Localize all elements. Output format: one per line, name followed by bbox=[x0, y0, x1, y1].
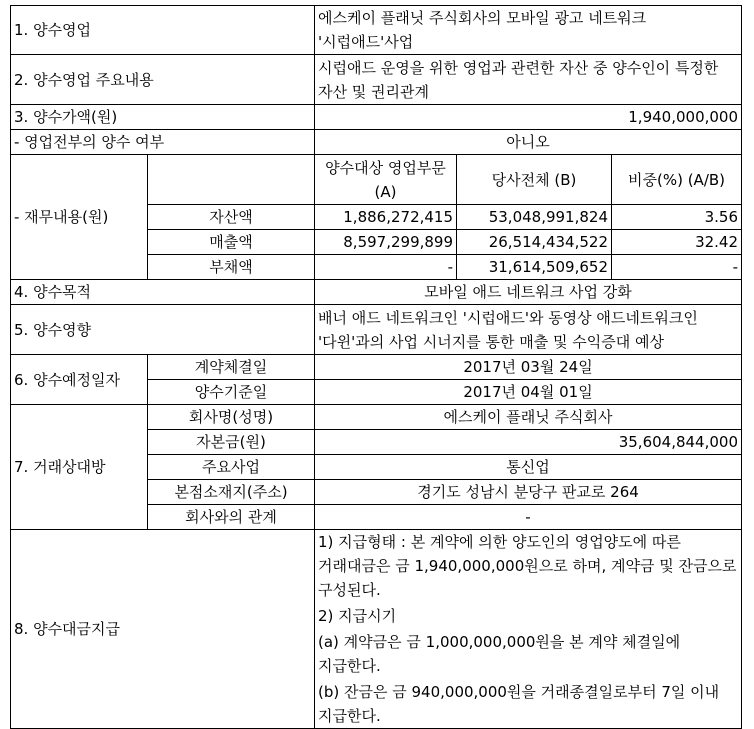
effect-value: 배너 애드 네트워크인 '시럽애드'와 동영상 애드네트워크인 '다윈'과의 사업 시너지를 통한 매출 및 수익증대 예상 bbox=[315, 305, 742, 355]
row-payment bbox=[11, 530, 742, 729]
payment-paragraph: (b) 잔금은 금 940,000,000원을 거래종결일로부터 7일 이내 지급한다. bbox=[318, 683, 720, 725]
financial-item-b: 53,048,991,824 bbox=[457, 205, 612, 230]
whole-label: - 영업전부의 양수 여부 bbox=[11, 130, 315, 155]
purpose-label: 4. 양수목적 bbox=[11, 280, 315, 305]
counterparty-capital-label: 자본금(원) bbox=[148, 430, 315, 455]
financial-label: - 재무내용(원) bbox=[11, 155, 148, 280]
row-effect bbox=[11, 305, 742, 355]
counterparty-business-label: 주요사업 bbox=[148, 455, 315, 480]
contract-date-value: 2017년 03월 24일 bbox=[315, 355, 742, 380]
financial-item-a: 1,886,272,415 bbox=[315, 205, 457, 230]
financial-item-b: 31,614,509,652 bbox=[457, 255, 612, 280]
schedule-label: 6. 양수예정일자 bbox=[11, 355, 148, 405]
business-value: 에스케이 플래닛 주식회사의 모바일 광고 네트워크 '시럽애드'사업 bbox=[315, 6, 742, 55]
row-business bbox=[11, 6, 742, 55]
business-label: 1. 양수영업 bbox=[11, 6, 315, 55]
financial-item-name: 자산액 bbox=[148, 205, 315, 230]
financial-item-c: - bbox=[612, 255, 742, 280]
financial-item-c: 32.42 bbox=[612, 230, 742, 255]
counterparty-label: 7. 거래상대방 bbox=[11, 405, 148, 530]
counterparty-relation-value: - bbox=[315, 505, 742, 530]
payment-label: 8. 양수대금지급 bbox=[11, 530, 315, 729]
whole-value: 아니오 bbox=[315, 130, 742, 155]
disclosure-table bbox=[10, 5, 742, 729]
financial-col-c: 비중(%) (A/B) bbox=[612, 155, 742, 205]
financial-item-c: 3.56 bbox=[612, 205, 742, 230]
counterparty-name-value: 에스케이 플래닛 주식회사 bbox=[315, 405, 742, 430]
financial-corner bbox=[148, 155, 315, 205]
row-schedule-contract bbox=[11, 355, 742, 380]
payment-paragraph: 2) 지급시기 bbox=[318, 607, 397, 625]
base-date-label: 양수기준일 bbox=[148, 380, 315, 405]
effect-label: 5. 양수영향 bbox=[11, 305, 315, 355]
row-counterparty-name bbox=[11, 405, 742, 430]
counterparty-relation-label: 회사와의 관계 bbox=[148, 505, 315, 530]
main-content-label: 2. 양수영업 주요내용 bbox=[11, 55, 315, 105]
financial-item-name: 부채액 bbox=[148, 255, 315, 280]
counterparty-name-label: 회사명(성명) bbox=[148, 405, 315, 430]
financial-item-b: 26,514,434,522 bbox=[457, 230, 612, 255]
row-purpose bbox=[11, 280, 742, 305]
row-financial-header bbox=[11, 155, 742, 205]
counterparty-capital-value: 35,604,844,000 bbox=[315, 430, 742, 455]
financial-col-b: 당사전체 (B) bbox=[457, 155, 612, 205]
row-whole bbox=[11, 130, 742, 155]
row-price bbox=[11, 105, 742, 130]
counterparty-business-value: 통신업 bbox=[315, 455, 742, 480]
financial-col-a: 양수대상 영업부문(A) bbox=[315, 155, 457, 205]
payment-paragraph: 1) 지급형태 : 본 계약에 의한 양도인의 영업양도에 따른 거래대금은 금 1,940,000,000원으로 하며, 계약금 및 잔금으로 구성된다. bbox=[318, 533, 737, 599]
financial-item-name: 매출액 bbox=[148, 230, 315, 255]
contract-date-label: 계약체결일 bbox=[148, 355, 315, 380]
payment-value bbox=[315, 530, 742, 729]
main-content-value: 시럽애드 운영을 위한 영업과 관련한 자산 중 양수인이 특정한 자산 및 권리관계 bbox=[315, 55, 742, 105]
counterparty-address-label: 본점소재지(주소) bbox=[148, 480, 315, 505]
row-main-content bbox=[11, 55, 742, 105]
financial-item-a: 8,597,299,899 bbox=[315, 230, 457, 255]
counterparty-address-value: 경기도 성남시 분당구 판교로 264 bbox=[315, 480, 742, 505]
purpose-value: 모바일 애드 네트워크 사업 강화 bbox=[315, 280, 742, 305]
financial-item-a: - bbox=[315, 255, 457, 280]
price-value: 1,940,000,000 bbox=[315, 105, 742, 130]
payment-paragraph: (a) 계약금은 금 1,000,000,000원을 본 계약 체결일에 지급한다. bbox=[318, 633, 681, 675]
price-label: 3. 양수가액(원) bbox=[11, 105, 315, 130]
base-date-value: 2017년 04월 01일 bbox=[315, 380, 742, 405]
